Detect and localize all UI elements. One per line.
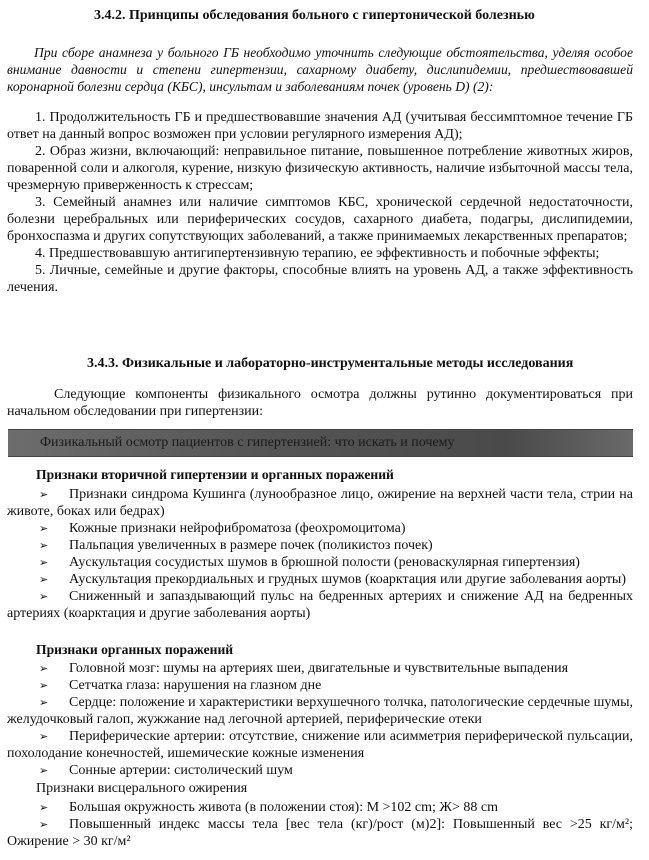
sec3-list (7, 799, 633, 850)
list-item: ➢ Аускультация прекордиальных и грудных шумов (коарктация или другие заболевания аорты) (7, 571, 633, 588)
point-5: 5. Личные, семейные и другие факторы, способные влиять на уровень АД, а также эффективность лечения. (7, 263, 633, 295)
point-1: 1. Продолжительность ГБ и предшествовавшие значения АД (учитывая бессимптомное течение ГБ ответ на данный вопрос возможен при условии регулярного измерения АД); (7, 110, 633, 142)
sec1-title: Признаки вторичной гипертензии и органных поражений (36, 467, 394, 482)
sec3-title: Признаки висцерального ожирения (36, 781, 248, 796)
list-item: ➢ Аускультация сосудистых шумов в брюшной полости (реноваскулярная гипертензия) (7, 554, 633, 571)
list-item: ➢ Сниженный и запаздывающий пульс на бедренных артериях и снижение АД на бедренных артериях (коарктация и другие заболевания аорты) (7, 589, 633, 621)
bullet-arrow-icon: ➢ (39, 764, 49, 777)
bullet-arrow-icon: ➢ (39, 590, 49, 603)
bullet-arrow-icon: ➢ (39, 662, 49, 675)
list-item: ➢ Кожные признаки нейрофиброматоза (феохромоцитома) (7, 520, 633, 537)
list-item: ➢ Сетчатка глаза: нарушения на глазном дне (7, 677, 633, 694)
bullet-arrow-icon: ➢ (39, 488, 49, 501)
bullet-arrow-icon: ➢ (39, 522, 49, 535)
list-item: ➢ Сонные артерии: систолический шум (7, 762, 633, 779)
bullet-arrow-icon: ➢ (39, 730, 49, 743)
list-item: ➢ Пальпация увеличенных в размере почек (поликистоз почек) (7, 537, 633, 554)
list-item: ➢ Признаки синдрома Кушинга (лунообразное лицо, ожирение на верхней части тела, стрии на животе, боках или бедрах) (7, 487, 633, 519)
bullet-arrow-icon: ➢ (39, 818, 49, 831)
bullet-arrow-icon: ➢ (39, 696, 49, 709)
bullet-arrow-icon: ➢ (39, 679, 49, 692)
bullet-arrow-icon: ➢ (39, 539, 49, 552)
anamnesis-points (7, 109, 633, 296)
bullet-arrow-icon: ➢ (39, 801, 49, 814)
list-item: ➢ Головной мозг: шумы на артериях шеи, двигательные и чувствительные выпадения (7, 660, 633, 677)
point-2: 2. Образ жизни, включающий: неправильное питание, повышенное потребление животных жиров, поваренной соли и алкоголя, курение, низкую физическую активность, наличие избыточной массы тела, чрезмерную приверженность к стрессам; (7, 144, 633, 193)
bullet-arrow-icon: ➢ (39, 556, 49, 569)
physical-exam-intro: Следующие компоненты физикального осмотра должны рутинно документироваться при начальном обследовании при гипертензии: (7, 387, 633, 419)
banner-title: Физикальный осмотр пациентов с гипертензией: что искать и почему (40, 435, 455, 450)
list-item: ➢ Сердце: положение и характеристики верхушечного толчка, патологические сердечные шумы, желудочковый галоп, жужжание над легочной артерией, периферические отеки (7, 695, 633, 727)
sec2-title: Признаки органных поражений (36, 642, 234, 657)
bullet-arrow-icon: ➢ (39, 573, 49, 586)
point-3: 3. Семейный анамнез или наличие симптомов КБС, хронической сердечной недостаточности, болезни церебральных или периферических сосудов, сахарного диабета, подагры, дислипидемии, бронхоспазма и других сопутствующих заболеваний, а также принимаемых лекарственных препаратов; (7, 195, 633, 244)
list-item: ➢ Периферические артерии: отсутствие, снижение или асимметрия периферической пульсации, похолодание конечностей, ишемические кожные изменения (7, 729, 633, 761)
banner-bar (8, 429, 633, 457)
sec1-list (7, 486, 633, 622)
list-item: ➢ Повышенный индекс массы тела [вес тела (кг)/рост (м)2]: Повышенный вес >25 кг/м²; Ожирение > 30 кг/м² (7, 817, 633, 849)
section-heading-3-4-2: 3.4.2. Принципы обследования больного с гипертонической болезнью (94, 8, 535, 23)
section-heading-3-4-3: 3.4.3. Физикальные и лабораторно-инструментальные методы исследования (87, 356, 574, 371)
point-4: 4. Предшествовавшую антигипертензивную терапию, ее эффективность и побочные эффекты; (35, 246, 600, 261)
list-item: ➢ Большая окружность живота (в положении стоя): М >102 cm; Ж> 88 cm (7, 799, 633, 816)
intro-paragraph: При сборе анамнеза у больного ГБ необходимо уточнить следующие обстоятельства, уделяя особое внимание давности и степени гипертензии, сахарному диабету, дислипидемии, предшествовавшей коронарной болезни сердца (КБС), инсультам и заболеваниям почек (уровень D) (2): (7, 45, 633, 94)
sec2-list (7, 660, 633, 779)
